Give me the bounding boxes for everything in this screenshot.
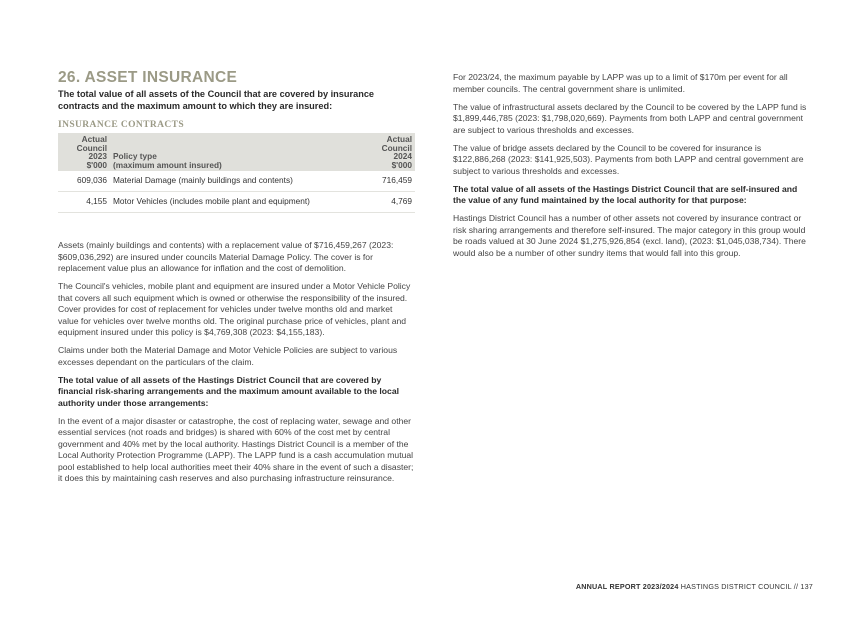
- paragraph-bridges: The value of bridge assets declared by the Council to be covered for insurance is $122,886,268 (2023: $141,925,503). Payments from both LAPP and central government are subject to various thresholds and excesses.: [453, 142, 804, 176]
- footer-council-name: HASTINGS DISTRICT COUNCIL: [680, 582, 792, 591]
- header-actual-2023: Actual Council 2023 $'000: [58, 133, 110, 171]
- paragraph-infrastructure: The value of infrastructural assets declared by the Council to be covered by the LAPP fund is $1,899,446,785 (2023: $1,798,020,669). Payments from both LAPP and central government are subject to various thresholds and excesses.: [453, 101, 807, 135]
- page-footer: [576, 582, 813, 591]
- footer-separator: //: [793, 582, 799, 591]
- cell-2023: 4,155: [58, 192, 110, 213]
- paragraph-lapp-limit: For 2023/24, the maximum payable by LAPP was up to a limit of $170m per event for all member councils. The central government share is unlimited.: [453, 72, 788, 94]
- header-actual-2024: Actual Council 2024 $'000: [359, 133, 415, 171]
- cell-2024: 4,769: [359, 192, 415, 213]
- table-row: [58, 192, 415, 213]
- section-intro: The total value of all assets of the Council that are covered by insurance contracts and the maximum amount to which they are insured:: [58, 89, 375, 111]
- left-column: [58, 68, 415, 491]
- insurance-table: [58, 133, 415, 213]
- paragraph-material-damage: Assets (mainly buildings and contents) with a replacement value of $716,459,267 (2023: $609,036,292) are insured under councils Material Damage Policy. The cover is for replacement value plus an allowance for inflation and the cost of demolition.: [58, 240, 394, 274]
- cell-policy: Material Damage (mainly buildings and contents): [110, 171, 359, 192]
- paragraph-claims: Claims under both the Material Damage and Motor Vehicle Policies are subject to various excesses dependant on the particulars of the claim.: [58, 345, 398, 367]
- footer-report-title: ANNUAL REPORT 2023/2024: [575, 582, 679, 591]
- cell-2024: 716,459: [359, 171, 415, 192]
- subheading-self-insured: The total value of all assets of the Hastings District Council that are self-insured and the value of any fund maintained by the local authority for that purpose:: [453, 183, 798, 205]
- right-column: [453, 72, 811, 266]
- paragraph-lapp: In the event of a major disaster or catastrophe, the cost of replacing water, sewage and other essential services (not roads and bridges) is shared with 60% of the cost met by central government and 40% met by the local authority. Hastings District Council is a member of the Local Authority Protection Programme (LAPP). The LAPP fund is a cash accumulation mutual pool established to help local authorities meet their 40% share in the event of such a disaster; it does this by maintaining cash reserves and also purchasing infrastructure reinsurance.: [58, 415, 414, 484]
- page-number: 137: [800, 582, 813, 591]
- paragraph-motor-vehicle: The Council's vehicles, mobile plant and equipment are insured under a Motor Vehicle Policy that covers all such equipment which is owned or otherwise the responsibility of the insured. Cover provides for cost of replacement for vehicles under twelve months old and market value for vehicles over twelve months old. The original purchase price of vehicles, plant and equipment insured under this policy is $4,769,308 (2023: $4,155,183).: [58, 281, 411, 338]
- cell-2023: 609,036: [58, 171, 110, 192]
- subheading-risk-sharing: The total value of all assets of the Hastings District Council that are covered by financial risk-sharing arrangements and the maximum amount available to the local authority under those arrangements:: [58, 374, 399, 408]
- section-title: 26. ASSET INSURANCE: [58, 69, 238, 86]
- table-heading: INSURANCE CONTRACTS: [58, 120, 185, 130]
- table-row: [58, 171, 415, 192]
- header-policy-type: Policy type (maximum amount insured): [110, 133, 359, 171]
- table-header-row: [58, 133, 415, 171]
- paragraph-self-insured: Hastings District Council has a number of other assets not covered by insurance contract or risk sharing arrangements and therefore self-insured. The major category in this group would be roads valued at 30 June 2024 $1,275,926,854 (excl. land), (2023: $1,045,038,734). There would also be a number of other sundry items that would fall into this group.: [453, 213, 806, 258]
- cell-policy: Motor Vehicles (includes mobile plant and equipment): [110, 192, 359, 213]
